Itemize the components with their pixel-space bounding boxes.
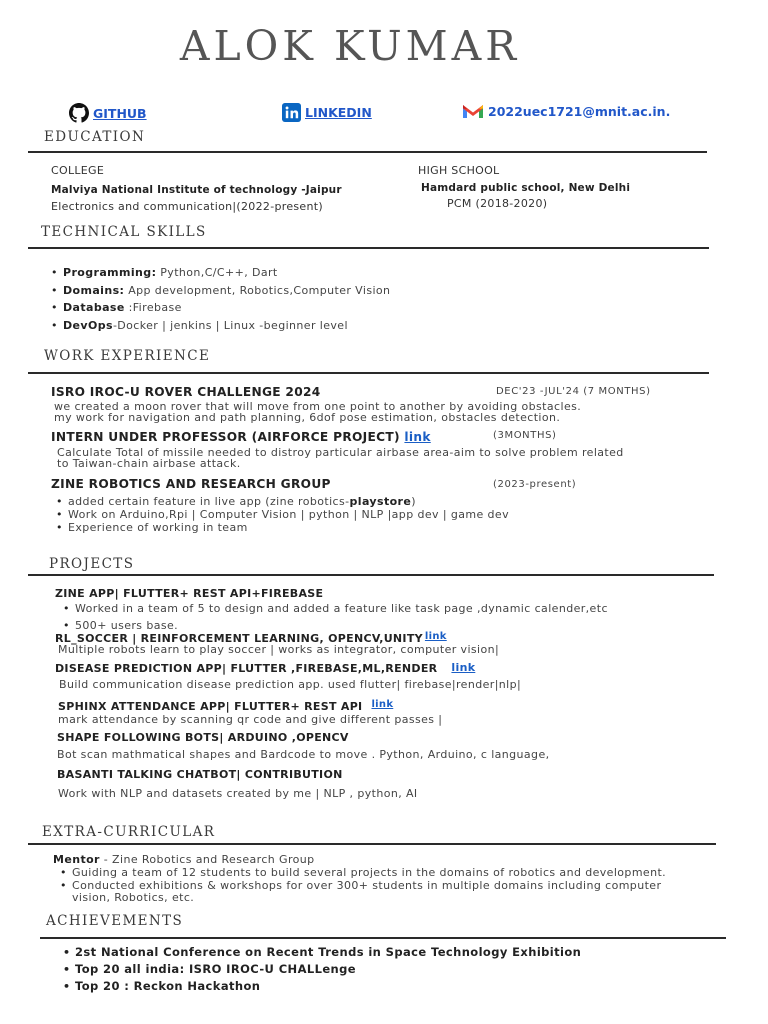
job-bullets [68,495,509,534]
skill-value: Python,C/C++, Dart [156,266,278,279]
project-title [55,661,475,675]
skill-value: -Docker | jenkins | Linux -beginner level [112,318,348,332]
job-bullet: • Experience of working in team [68,521,509,534]
extra-bullet [72,880,666,905]
project-title: BASANTI TALKING CHATBOT| CONTRIBUTION [57,768,343,781]
extra-bullet: • Guiding a team of 12 students to build several projects in the domains of robotics and development. [72,867,666,880]
job-title: ISRO IROC-U ROVER CHALLENGE 2024 [51,385,321,399]
skill-key: DevOps [63,318,113,332]
work-divider [28,372,709,374]
extra-divider [28,843,716,845]
project-title-text: DISEASE PREDICTION APP| FLUTTER ,FIREBASE,ML,RENDER [55,662,438,675]
skills-divider [28,247,709,249]
job-title: ZINE ROBOTICS AND RESEARCH GROUP [51,477,331,491]
projects-divider [28,574,714,576]
achievement-item: • Top 20 : Reckon Hackathon [75,978,581,995]
job-title [51,430,431,444]
achievements-list [75,944,581,995]
mentor-org: - Zine Robotics and Research Group [99,853,315,866]
project-link[interactable]: link [371,699,394,710]
job-link[interactable]: link [404,430,431,444]
college-detail: Electronics and communication|(2022-present) [51,200,323,213]
close-paren: ) [411,495,416,508]
gmail-icon [462,103,484,119]
email-link[interactable] [462,103,670,119]
email-label: 2022uec1721@mnit.ac.in. [488,103,671,119]
project-desc: mark attendance by scanning qr code and give different passes | [58,713,443,726]
skill-key: Programming: [63,266,157,279]
skill-key: Database [63,301,125,314]
project-title: ZINE APP| FLUTTER+ REST API+FIREBASE [55,587,324,600]
playstore-text: playstore [349,495,412,508]
resume-name: ALOK KUMAR [179,22,521,70]
extra-bullet-text: Conducted exhibitions & workshops for over 300+ students in multiple domains including computer [72,878,662,892]
project-title [58,699,393,713]
achievements-divider [40,937,726,939]
job-date: (3MONTHS) [493,430,557,441]
job-desc-line: my work for navigation and path planning, 6dof pose estimation, obstacles detection. [54,411,561,424]
project-link[interactable]: link [424,631,447,642]
project-desc: Multiple robots learn to play soccer | works as integrator, computer vision| [58,643,500,656]
job-desc-line: we created a moon rover that will move from one point to another by avoiding obstacles. [54,400,582,413]
skill-item [63,317,390,335]
college-name: Malviya National Institute of technology -Jaipur [51,184,342,196]
education-divider [28,151,707,153]
linkedin-icon [282,103,301,122]
job-desc-line: Calculate Total of missile needed to distroy particular airbase area-aim to solve problem related [57,446,624,459]
skill-key: Domains: [63,283,125,297]
project-desc: Bot scan mathmatical shapes and Bardcode to move . Python, Arduino, c language, [57,748,550,761]
skills-list [63,264,390,334]
extra-heading: EXTRA-CURRICULAR [42,824,216,840]
job-bullet-text: added certain feature in live app (zine robotics- [68,495,350,508]
skill-value: App development, Robotics,Computer Vision [124,283,391,297]
skill-value: :Firebase [124,301,182,314]
skill-item [63,264,390,282]
job-date: DEC'23 -JUL'24 (7 MONTHS) [496,386,651,397]
education-heading: EDUCATION [44,129,146,145]
project-title: SHAPE FOLLOWING BOTS| ARDUINO ,OPENCV [57,731,349,744]
project-desc: Build communication disease prediction app. used flutter| firebase|render|nlp| [59,678,522,691]
github-icon [69,103,89,123]
extra-bullet-text-cont: vision, Robotics, etc. [72,891,195,904]
mentor-line [53,854,315,866]
project-link[interactable]: link [451,661,476,674]
job-date: (2023-present) [493,479,577,490]
linkedin-link[interactable] [282,103,372,122]
project-bullet: • Worked in a team of 5 to design and added a feature like task page ,dynamic calender,etc [75,600,608,617]
job-title-text: INTERN UNDER PROFESSOR (AIRFORCE PROJECT) [51,430,400,444]
job-desc-line: to Taiwan-chain airbase attack. [57,457,241,470]
extra-bullets [72,867,666,905]
job-bullet: • Work on Arduino,Rpi | Computer Vision | python | NLP |app dev | game dev [68,508,509,521]
job-bullet [68,495,509,508]
github-label: GITHUB [93,105,147,121]
skill-item [63,299,390,317]
school-name: Hamdard public school, New Delhi [421,182,631,194]
college-label: COLLEGE [51,164,105,177]
project-bullet: • 500+ users base. [75,617,608,634]
project-bullets [75,600,608,634]
work-heading: WORK EXPERIENCE [44,348,211,364]
project-title-text: SPHINX ATTENDANCE APP| FLUTTER+ REST API [58,700,363,713]
github-link[interactable] [69,103,147,123]
project-title-text: RL_SOCCER | REINFORCEMENT LEARNING, OPENCV,UNITY [55,632,423,645]
mentor-role: Mentor [53,853,100,866]
skill-item [63,282,390,300]
skills-heading: TECHNICAL SKILLS [41,224,207,240]
projects-heading: PROJECTS [49,556,135,572]
school-label: HIGH SCHOOL [418,164,500,177]
linkedin-label: LINKEDIN [305,105,372,120]
school-detail: PCM (2018-2020) [447,197,548,210]
achievement-item: • Top 20 all india: ISRO IROC-U CHALLenge [75,961,581,978]
achievement-item: • 2st National Conference on Recent Trends in Space Technology Exhibition [75,944,581,961]
achievements-heading: ACHIEVEMENTS [46,913,184,929]
project-desc: Work with NLP and datasets created by me | NLP , python, AI [58,787,418,800]
